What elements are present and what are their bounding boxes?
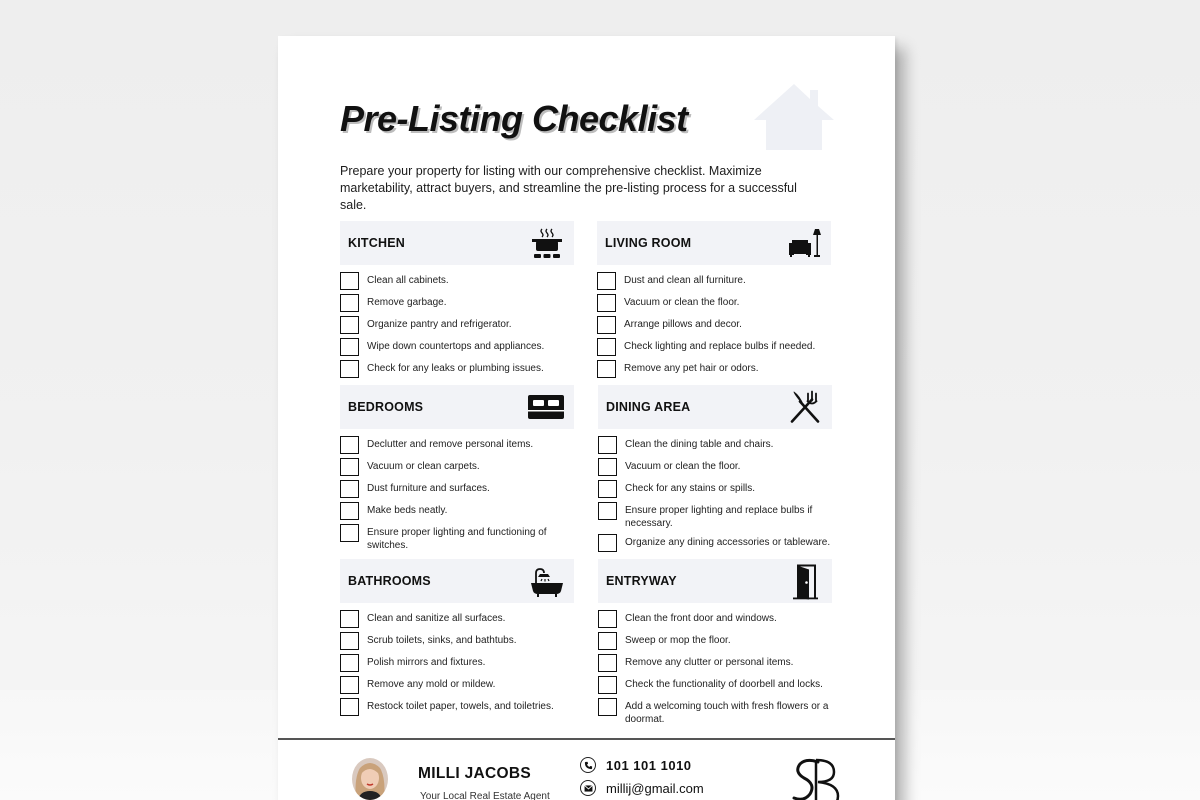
checklist-item <box>598 676 832 694</box>
checklist-item <box>598 632 832 650</box>
item-label: Dust and clean all furniture. <box>624 275 746 286</box>
checklist-item <box>340 524 574 552</box>
item-label: Check the functionality of doorbell and locks. <box>625 679 823 690</box>
item-label: Organize pantry and refrigerator. <box>367 319 512 330</box>
item-label: Sweep or mop the floor. <box>625 635 731 646</box>
section-dining-area <box>598 385 832 556</box>
item-label: Dust furniture and surfaces. <box>367 483 490 494</box>
checklist-item <box>597 338 831 356</box>
checklist-item <box>598 480 832 498</box>
section-title: ENTRYWAY <box>606 574 677 588</box>
email-icon <box>580 780 596 796</box>
checklist-document <box>278 36 895 800</box>
item-label: Ensure proper lighting and replace bulbs if necessary. <box>625 505 813 529</box>
phone-icon <box>580 757 596 773</box>
checkbox[interactable] <box>598 436 617 454</box>
bed-icon <box>526 391 566 423</box>
checklist-item <box>598 654 832 672</box>
item-label: Vacuum or clean carpets. <box>367 461 480 472</box>
item-label: Organize any dining accessories or tableware. <box>625 537 831 548</box>
section-bedrooms <box>340 385 574 556</box>
section-title: LIVING ROOM <box>605 236 692 250</box>
checklist-item <box>597 316 831 334</box>
checklist-item <box>598 458 832 476</box>
checkbox[interactable] <box>598 676 617 694</box>
item-label: Vacuum or clean the floor. <box>625 461 741 472</box>
item-label: Remove any clutter or personal items. <box>625 657 794 668</box>
checkbox[interactable] <box>340 502 359 520</box>
fork-knife-icon <box>788 389 822 424</box>
section-header <box>340 221 574 265</box>
checkbox[interactable] <box>597 294 616 312</box>
checkbox[interactable] <box>340 698 359 716</box>
checkbox[interactable] <box>597 272 616 290</box>
page-title: Pre-Listing Checklist <box>340 98 688 139</box>
checkbox[interactable] <box>340 272 359 290</box>
item-label: Polish mirrors and fixtures. <box>367 657 486 668</box>
checkbox[interactable] <box>340 338 359 356</box>
section-header <box>598 385 832 429</box>
item-label: Clean the dining table and chairs. <box>625 439 774 450</box>
item-label: Clean all cabinets. <box>367 275 449 286</box>
checkbox[interactable] <box>340 654 359 672</box>
item-label: Remove garbage. <box>367 297 447 308</box>
bathtub-icon <box>530 565 564 597</box>
checkbox[interactable] <box>598 480 617 498</box>
checkbox[interactable] <box>598 698 617 716</box>
section-bathrooms <box>340 559 574 720</box>
section-title: BATHROOMS <box>348 574 431 588</box>
avatar <box>352 758 388 800</box>
section-title: BEDROOMS <box>348 400 424 414</box>
checklist-item <box>598 436 832 454</box>
checkbox[interactable] <box>598 502 617 520</box>
sb-monogram-icon <box>786 754 844 800</box>
item-label: Add a welcoming touch with fresh flowers or a doormat. <box>625 701 829 725</box>
item-label: Check lighting and replace bulbs if needed. <box>624 341 816 352</box>
item-label: Make beds neatly. <box>367 505 448 516</box>
checklist-item <box>340 676 574 694</box>
checklist-item <box>597 360 831 378</box>
item-label: Scrub toilets, sinks, and bathtubs. <box>367 635 517 646</box>
checklist-item <box>598 698 832 726</box>
sofa-lamp-icon <box>787 227 821 259</box>
checkbox[interactable] <box>340 480 359 498</box>
section-living-room <box>597 221 831 382</box>
checkbox[interactable] <box>598 654 617 672</box>
section-title: KITCHEN <box>348 236 405 250</box>
checkbox[interactable] <box>340 524 359 542</box>
item-label: Check for any stains or spills. <box>625 483 756 494</box>
checklist-item <box>340 338 574 356</box>
checklist-item <box>340 316 574 334</box>
item-label: Ensure proper lighting and functioning of switches. <box>367 527 547 551</box>
checkbox[interactable] <box>340 360 359 378</box>
agent-role: Your Local Real Estate Agent <box>420 791 550 800</box>
section-header <box>340 385 574 429</box>
checklist-item <box>340 294 574 312</box>
item-label: Arrange pillows and decor. <box>624 319 742 330</box>
checklist-item <box>598 502 832 530</box>
checklist-item <box>340 480 574 498</box>
agent-name: MILLI JACOBS <box>418 765 531 782</box>
checkbox[interactable] <box>340 316 359 334</box>
checkbox[interactable] <box>340 610 359 628</box>
item-label: Vacuum or clean the floor. <box>624 297 740 308</box>
item-label: Clean and sanitize all surfaces. <box>367 613 506 624</box>
email-contact <box>580 780 704 796</box>
item-label: Declutter and remove personal items. <box>367 439 534 450</box>
checkbox[interactable] <box>340 458 359 476</box>
checklist-item <box>597 294 831 312</box>
checklist-item <box>340 360 574 378</box>
item-label: Clean the front door and windows. <box>625 613 777 624</box>
cooking-pot-icon <box>530 227 564 259</box>
section-entryway <box>598 559 832 730</box>
checkbox[interactable] <box>340 436 359 454</box>
checklist-item <box>340 698 574 716</box>
checkbox[interactable] <box>597 338 616 356</box>
checklist-item <box>598 534 832 552</box>
checklist-item <box>340 632 574 650</box>
email-address[interactable]: millij@gmail.com <box>606 780 704 796</box>
checklist-item <box>598 610 832 628</box>
phone-contact <box>580 757 692 773</box>
door-icon <box>788 563 822 600</box>
checklist-item <box>340 458 574 476</box>
checkbox[interactable] <box>340 294 359 312</box>
checkbox[interactable] <box>598 610 617 628</box>
checkbox[interactable] <box>598 458 617 476</box>
phone-number[interactable]: 101 101 1010 <box>606 757 692 773</box>
item-label: Remove any mold or mildew. <box>367 679 496 690</box>
house-icon <box>752 80 836 152</box>
checklist-item <box>340 272 574 290</box>
section-title: DINING AREA <box>606 400 691 414</box>
checklist-item <box>340 654 574 672</box>
section-header <box>597 221 831 265</box>
checkbox[interactable] <box>340 632 359 650</box>
agent-footer <box>278 740 895 800</box>
item-label: Check for any leaks or plumbing issues. <box>367 363 544 374</box>
item-label: Wipe down countertops and appliances. <box>367 341 545 352</box>
checklist-item <box>340 502 574 520</box>
section-header <box>340 559 574 603</box>
item-label: Restock toilet paper, towels, and toiletries. <box>367 701 554 712</box>
item-label: Remove any pet hair or odors. <box>624 363 759 374</box>
intro-text: Prepare your property for listing with our comprehensive checklist. Maximize marketability, attract buyers, and streamline the pre-listing process for a successful sale. <box>340 164 797 212</box>
checkbox[interactable] <box>598 632 617 650</box>
checkbox[interactable] <box>597 316 616 334</box>
checkbox[interactable] <box>598 534 617 552</box>
checklist-item <box>340 436 574 454</box>
section-kitchen <box>340 221 574 382</box>
checkbox[interactable] <box>340 676 359 694</box>
checklist-item <box>597 272 831 290</box>
checklist-item <box>340 610 574 628</box>
section-header <box>598 559 832 603</box>
checkbox[interactable] <box>597 360 616 378</box>
